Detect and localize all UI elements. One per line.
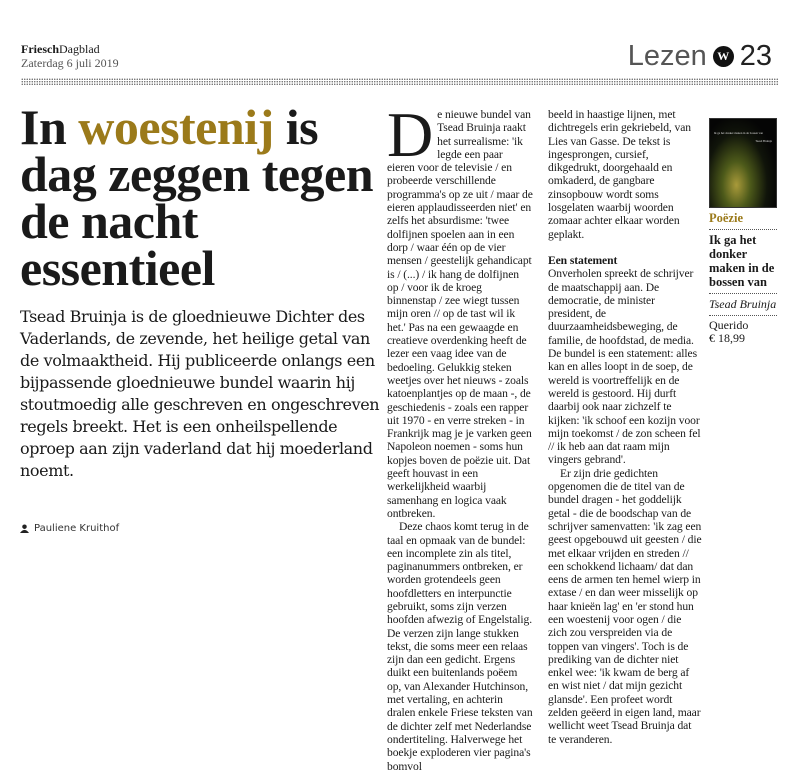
- publisher: Querido: [709, 318, 749, 332]
- author-name: Pauliene Kruithof: [34, 523, 120, 534]
- lead-column: [20, 99, 380, 534]
- person-icon: [20, 524, 29, 533]
- book-author: Tsead Bruinja: [709, 294, 777, 316]
- section-name: Lezen: [627, 40, 707, 72]
- body-paragraph: beeld in haastige lijnen, met dichtregels erin gekriebeld, van Lies van Gasse. De tekst is ingesprongen, cursief, dikgedrukt, doorgehaald en omkaderd, de gangbare zinsopbouw wordt soms losgelaten waarbij woorden zomaar achter elkaar worden geplakt.: [548, 108, 691, 241]
- body-paragraph: Onverholen spreekt de schrijver de maatschappij aan. De democratie, de minister president, de duurzaamheidsbeweging, de familie, de hoofdstad, de media. De bundel is een statement: alles kan en alles loopt in de soep, de wereld is voortreffelijk en de wereld is gestoord. Hij durft daarbij ook naar zichzelf te kijken: 'ik schoof een kozijn voor mijn toekomst / de zon scheen fel // ik heb aan dat raam mijn vingers gebrand'.: [548, 267, 701, 467]
- section-badge-icon: W: [713, 46, 734, 67]
- headline: [20, 99, 380, 296]
- body-paragraph: Deze chaos komt terug in de taal en opmaak van de bundel: een incomplete zin als titel, paginanummers ontbreken, er worden grotendeels geen hoofdletters en interpunctie gebruikt, soms zijn verzen hoofden afwezig of Engelstalig. De verzen zijn lange stukken tekst, die soms meer een relaas zijn dan een gedicht. Ergens duikt een buitenlands poëem op, van Alexander Hutchinson, met vertaling, en achterin dralen enkele Friese teksten van de dichter zelf met Nederlandse ondertiteling. Halverwege het boekje exploderen vier pagina's bomvol: [387, 520, 533, 773]
- book-publisher-price: [709, 316, 777, 349]
- headline-part: is dag zeggen tegen de nacht essentieel: [20, 99, 374, 296]
- body-paragraph: [387, 99, 533, 520]
- book-info-box: [709, 118, 777, 349]
- book-cover-image: [709, 118, 777, 208]
- brand-bold: Friesch: [21, 42, 59, 56]
- headline-accent: woestenij: [78, 99, 274, 155]
- price: € 18,99: [709, 331, 745, 345]
- cover-title: Ik ga het donker maken in de bossen van: [714, 131, 763, 135]
- intro-paragraph: Tsead Bruinja is de gloednieuwe Dichter des Vaderlands, de zevende, het heilige getal van de volmaaktheid. Hij publiceerde onlangs een bijpassende gloednieuwe bundel waarin hij stoutmoedig alle geschreven en ongeschreven regels breekt. Het is een onheilspellende oproep aan zijn vaderland dat hij moederland noemt.: [20, 307, 380, 480]
- book-title: Ik ga het donker maken in de bossen van: [709, 230, 777, 294]
- page-number: 23: [739, 40, 772, 72]
- drop-cap: D: [387, 99, 434, 170]
- brand-rest: Dagblad: [59, 42, 100, 56]
- paragraph-text: e nieuwe bundel van Tsead Bruinja raakt het surrealisme: 'ik legde een paar eieren voor de televisie / en probeerde verschillende programma's op ze uit / maar de eieren applaudisseerden niet' en zelfs het absurdisme: 'twee dolfijnen spoelen aan in een dorp / waar één op de vier mensen / geestelijk gehandicapt is / (...) / ik hang de dolfijnen op / voor ik de kroeg binnenstap / zee wiegt tussen mijn oren // op de tast wil ik het.' Pas na een gewaagde en creatieve overdenking heeft de lezer een vaag idee van de bedoeling. Gelukkig steken weetjes over het nieuws - zoals katoenplantjes op de maan -, de geschiedenis - zoals een rapper uit 1970 - en verre streken - in Frankrijk mag je je varken geen Napoleon noemen - soms hun kopjes boven de poëzie uit. Dat geeft houvast in een werkelijkheid waarbij samenhang en logica vaak ontbreken.: [387, 108, 533, 520]
- body-paragraph: Er zijn drie gedichten opgenomen die de titel van de bundel dragen - het goddelijk getal - die de boodschap van de schrijver samenvatten: 'ik zag een geest opgebouwd uit geesten / die met elkaar vrijden en streden // een schokkend lichaam/ dat dan eens de armen ten hemel wierp in extase / en dan weer misselijk op haar knieën lag' en 'er stond hun een woestenij voor ogen / die zich zou verspreiden via de toppen van vingers'. Toch is de prediking van de dichter niet enkel wee: 'ik kwam de berg af en wist niet / dat mijn gezicht glansde'. Een profeet wordt zelden geëerd in eigen land, maar wellicht weet Tsead Bruinja dat te veranderen.: [548, 466, 702, 746]
- article-column-1: [387, 99, 533, 773]
- article-column-2: [548, 108, 702, 746]
- byline: [20, 513, 380, 534]
- dotted-divider: [21, 78, 779, 86]
- subheading: Een statement: [548, 253, 618, 267]
- issue-date: Zaterdag 6 juli 2019: [21, 56, 119, 70]
- section-header: [628, 40, 772, 73]
- headline-part: In: [20, 99, 79, 155]
- cover-author: Tsead Bruinja: [755, 139, 772, 143]
- book-genre: Poëzie: [709, 208, 777, 230]
- newspaper-logo: [21, 43, 100, 56]
